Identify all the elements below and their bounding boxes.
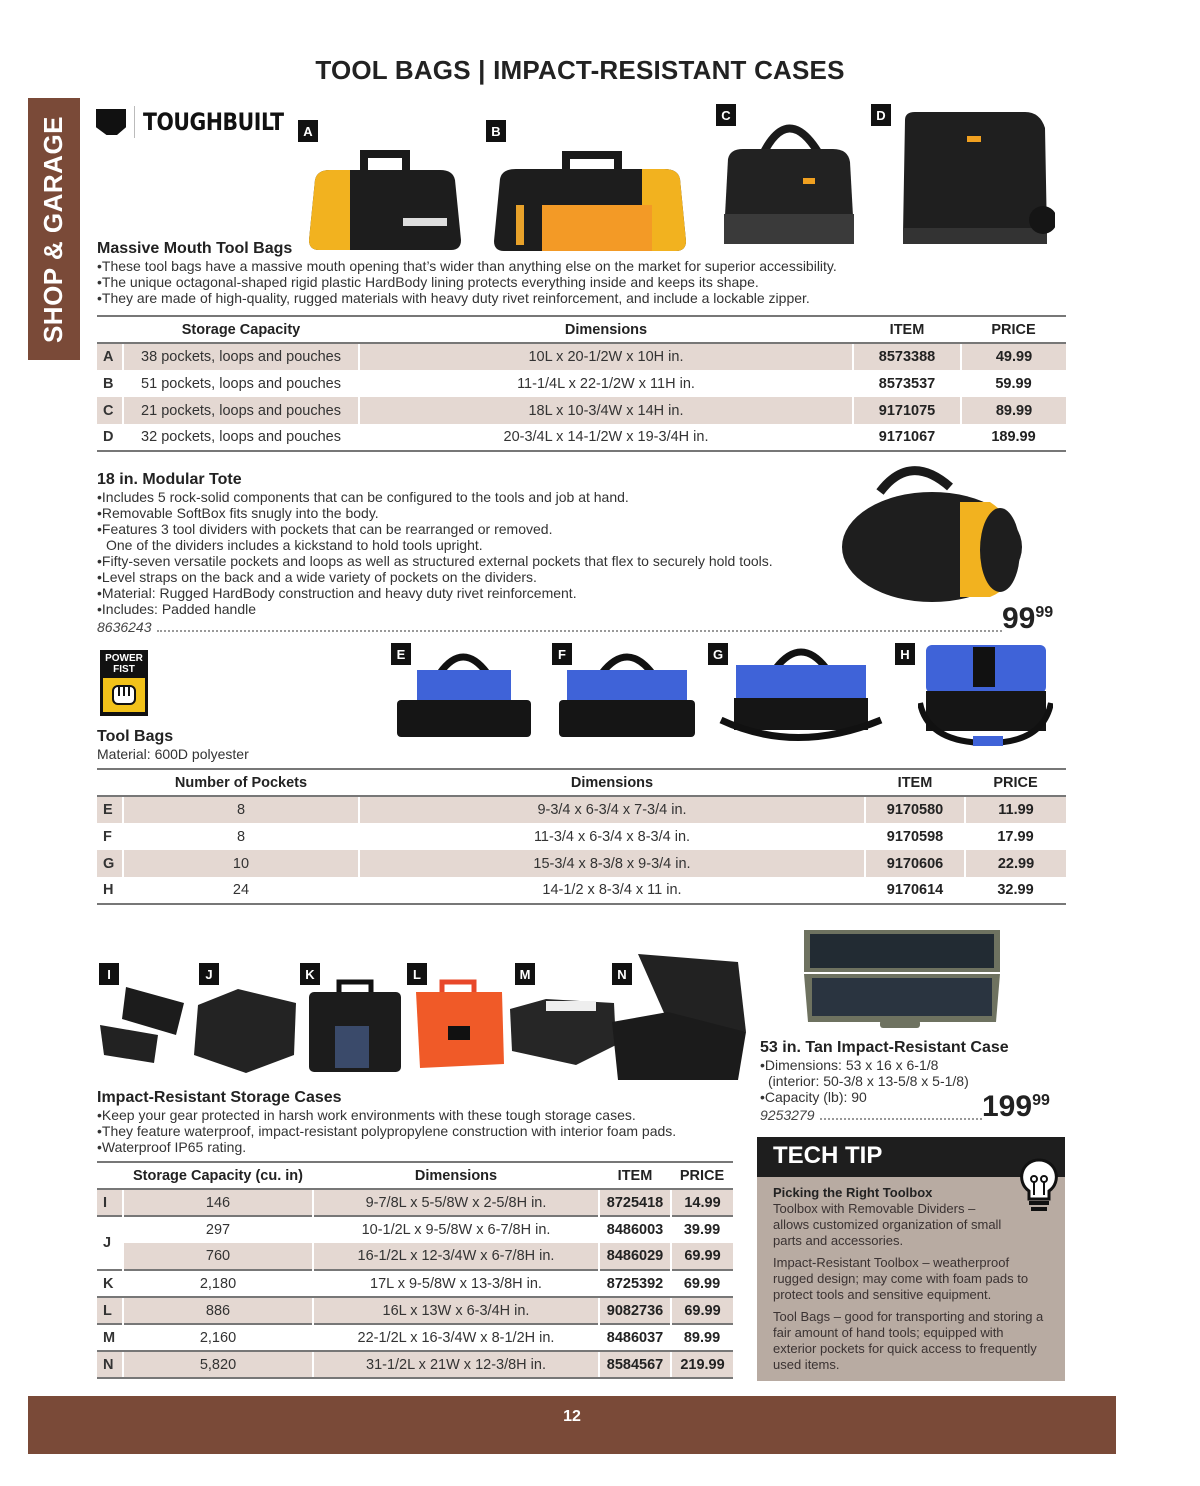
bullet: •Includes 5 rock-solid components that can be configured to the tools and job at hand. [97, 489, 629, 505]
product-image-g [716, 640, 886, 745]
bullet: •Keep your gear protected in harsh work environments with these tough storage cases. [97, 1107, 636, 1123]
item-cell: 8486003 [599, 1216, 671, 1243]
product-image-f [557, 645, 697, 737]
capacity-cell: 38 pockets, loops and pouches [123, 343, 359, 370]
item-cell: 9170614 [865, 877, 965, 904]
row-letter: D [97, 424, 123, 451]
table-row [97, 823, 1066, 850]
pockets-cell: 24 [123, 877, 359, 904]
footer-bar [28, 1396, 1116, 1454]
table-row [97, 424, 1066, 451]
product-image-l [412, 978, 507, 1070]
row-letter: M [97, 1324, 123, 1351]
item-cell: 9170580 [865, 796, 965, 823]
massive-mouth-bullets [97, 258, 837, 306]
massive-mouth-table [97, 315, 1066, 452]
col-header-price: PRICE [965, 769, 1066, 796]
capacity-cell: 32 pockets, loops and pouches [123, 424, 359, 451]
label-e: E [391, 643, 411, 665]
label-k: K [300, 963, 320, 985]
massive-mouth-title: Massive Mouth Tool Bags [97, 240, 293, 257]
row-letter: C [97, 397, 123, 424]
bullet: (interior: 50-3/8 x 13-5/8 x 5-1/8) [768, 1073, 969, 1089]
fist-icon [103, 678, 145, 712]
row-letter: J [97, 1216, 123, 1270]
dimensions-cell: 9-3/4 x 6-3/4 x 7-3/4 in. [359, 796, 865, 823]
tan-case-bullets [760, 1057, 969, 1105]
impact-cases-table [97, 1161, 733, 1379]
price-cents: 99 [1032, 1092, 1050, 1109]
table-row [97, 343, 1066, 370]
table-row [97, 850, 1066, 877]
item-cell: 8573537 [878, 375, 936, 392]
label-j: J [199, 963, 219, 985]
price-cents: 99 [1035, 604, 1054, 621]
row-letter: E [97, 796, 123, 823]
product-image-a [305, 140, 465, 252]
tan-case-sku: 9253279 [760, 1107, 815, 1123]
dotted-leader [820, 1118, 982, 1120]
label-g: G [708, 643, 728, 665]
price-cell: 49.99 [961, 343, 1066, 370]
product-image-tan-case [800, 922, 1005, 1030]
powerfist-logo [100, 650, 148, 716]
label-i: I [99, 963, 119, 985]
price-dollars: 199 [982, 1090, 1033, 1123]
dimensions-cell: 17L x 9-5/8W x 13-3/8H in. [313, 1270, 599, 1297]
toughbuilt-mark-icon [96, 109, 126, 135]
table-row [97, 1324, 733, 1351]
table-row [97, 1351, 733, 1378]
capacity-cell: 51 pockets, loops and pouches [141, 375, 341, 392]
row-letter: L [97, 1297, 123, 1324]
modular-tote-title: 18 in. Modular Tote [97, 471, 242, 488]
dimensions-cell: 16L x 13W x 6-3/4H in. [313, 1297, 599, 1324]
price-dollars: 99 [1002, 602, 1036, 635]
price-cell: 89.99 [961, 397, 1066, 424]
tool-bags-table [97, 768, 1066, 905]
tech-tip-paragraph: Toolbox with Removable Dividers – allows customized organization of small parts and accessories. [773, 1201, 1002, 1248]
row-letter: N [97, 1351, 123, 1378]
dimensions-cell: 16-1/2L x 12-3/4W x 6-7/8H in. [313, 1243, 599, 1270]
price-cell: 89.99 [671, 1324, 733, 1351]
modular-tote-price [1002, 602, 1053, 636]
label-m: M [515, 963, 535, 985]
col-header-item: ITEM [599, 1162, 671, 1189]
table-row [97, 1270, 733, 1297]
dimensions-cell: 18L x 10-3/4W x 14H in. [359, 397, 853, 424]
item-cell: 8725392 [599, 1270, 671, 1297]
tan-case-title: 53 in. Tan Impact-Resistant Case [760, 1039, 1009, 1056]
section-side-tab [28, 98, 80, 360]
bullet: •Features 3 tool dividers with pockets that can be rearranged or removed. [97, 521, 553, 537]
col-header-pockets: Number of Pockets [123, 769, 359, 796]
product-image-c [718, 104, 858, 246]
dimensions-cell: 31-1/2L x 21W x 12-3/8H in. [313, 1351, 599, 1378]
col-header-capacity: Storage Capacity [123, 316, 359, 343]
table-row [97, 1243, 733, 1270]
table-row [97, 1216, 733, 1243]
tech-tip-subheading: Picking the Right Toolbox [773, 1185, 933, 1200]
bullet: •Material: Rugged HardBody construction and heavy duty rivet reinforcement. [97, 585, 577, 601]
dimensions-cell: 22-1/2L x 16-3/4W x 8-1/2H in. [313, 1324, 599, 1351]
capacity-cell: 297 [123, 1216, 313, 1243]
dimensions-cell: 10-1/2L x 9-5/8W x 6-7/8H in. [313, 1216, 599, 1243]
price-cell: 22.99 [965, 850, 1066, 877]
bullet: •Removable SoftBox fits snugly into the body. [97, 505, 379, 521]
modular-tote-bullets [97, 489, 773, 617]
bullet: •These tool bags have a massive mouth opening that’s wider than anything else on the market for superior accessibility. [97, 258, 837, 274]
toughbuilt-wordmark: TOUGHBUILT [143, 108, 284, 136]
row-letter: H [97, 877, 123, 904]
tech-tip-box [757, 1137, 1065, 1381]
price-cell: 59.99 [995, 375, 1032, 392]
col-header-item: ITEM [853, 316, 961, 343]
capacity-cell: 760 [123, 1243, 313, 1270]
bullet: •Waterproof IP65 rating. [97, 1139, 247, 1155]
table-row [97, 877, 1066, 904]
row-letter: G [97, 850, 123, 877]
logo-divider [134, 106, 135, 138]
price-cell: 69.99 [671, 1270, 733, 1297]
tech-tip-paragraph: Tool Bags – good for transporting and storing a fair amount of hand tools; equipped with exterior pockets for quick access to frequently used items. [773, 1309, 1044, 1372]
price-cell: 39.99 [671, 1216, 733, 1243]
lightbulb-icon [1019, 1157, 1059, 1215]
dotted-leader [157, 630, 1002, 632]
tech-tip-heading: TECH TIP [757, 1137, 1065, 1177]
product-image-i [98, 985, 184, 1065]
product-image-n [608, 952, 750, 1082]
bullet: •Capacity (lb): 90 [760, 1089, 867, 1105]
tool-bags-title: Tool Bags [97, 728, 174, 745]
capacity-cell: 2,180 [123, 1270, 313, 1297]
pockets-cell: 8 [236, 828, 246, 845]
item-cell: 8573388 [853, 343, 961, 370]
col-header-capacity: Storage Capacity (cu. in) [123, 1162, 313, 1189]
product-image-modular-tote [840, 462, 1025, 612]
product-image-b [492, 145, 687, 253]
dimensions-cell: 15-3/4 x 8-3/8 x 9-3/4 in. [359, 850, 865, 877]
dimensions-cell: 20-3/4L x 14-1/2W x 19-3/4H in. [359, 424, 853, 451]
price-cell: 11.99 [965, 796, 1066, 823]
dimensions-cell: 10L x 20-1/2W x 10H in. [359, 343, 853, 370]
label-a: A [298, 120, 318, 142]
label-n: N [612, 963, 632, 985]
col-header-dimensions: Dimensions [359, 316, 853, 343]
bullet: •Includes: Padded handle [97, 601, 257, 617]
price-cell: 69.99 [671, 1297, 733, 1324]
label-c: C [716, 104, 736, 126]
price-cell: 189.99 [961, 424, 1066, 451]
price-cell: 219.99 [671, 1351, 733, 1378]
item-cell: 9171067 [853, 424, 961, 451]
capacity-cell: 2,160 [123, 1324, 313, 1351]
row-letter: A [97, 343, 123, 370]
powerfist-line2: FIST [113, 664, 135, 675]
price-cell: 17.99 [997, 828, 1034, 845]
label-d: D [871, 104, 891, 126]
col-header-dimensions: Dimensions [359, 769, 865, 796]
capacity-cell: 886 [123, 1297, 313, 1324]
table-row [97, 397, 1066, 424]
row-letter: I [97, 1189, 123, 1216]
price-cell: 14.99 [671, 1189, 733, 1216]
item-cell: 9170598 [886, 828, 944, 845]
pockets-cell: 8 [123, 796, 359, 823]
product-image-h [918, 643, 1053, 748]
label-h: H [895, 643, 915, 665]
bullet: •Dimensions: 53 x 16 x 6-1/8 [760, 1057, 939, 1073]
table-row [97, 1297, 733, 1324]
price-cell: 69.99 [671, 1243, 733, 1270]
dimensions-cell: 14-1/2 x 8-3/4 x 11 in. [359, 877, 865, 904]
table-row [97, 1189, 733, 1216]
table-row [97, 370, 1066, 397]
item-cell: 9170606 [865, 850, 965, 877]
tan-case-price [982, 1090, 1050, 1124]
page-number: 12 [563, 1408, 581, 1425]
row-letter: K [97, 1270, 123, 1297]
bullet: One of the dividers includes a kickstand to hold tools upright. [106, 537, 483, 553]
bullet: •Fifty-seven versatile pockets and loops as well as structured external pockets that flex to securely hold tools. [97, 553, 773, 569]
col-header-price: PRICE [671, 1162, 733, 1189]
product-image-d [895, 108, 1055, 246]
dimensions-cell: 11-3/4 x 6-3/4 x 8-3/4 in. [533, 828, 691, 845]
bullet: •Level straps on the back and a wide variety of pockets on the dividers. [97, 569, 537, 585]
bullet: •They are made of high-quality, rugged materials with heavy duty rivet reinforcement, and include a lockable zipper. [97, 290, 810, 306]
product-image-k [305, 978, 405, 1075]
impact-cases-bullets [97, 1107, 676, 1155]
dimensions-cell: 11-1/4L x 22-1/2W x 11H in. [517, 375, 695, 392]
col-header-price: PRICE [961, 316, 1066, 343]
powerfist-line1: POWER [105, 653, 143, 664]
item-cell: 8486029 [599, 1243, 671, 1270]
col-header-item: ITEM [865, 769, 965, 796]
page-title: TOOL BAGS | IMPACT-RESISTANT CASES [315, 55, 845, 85]
item-cell: 8584567 [599, 1351, 671, 1378]
product-image-e [395, 645, 533, 737]
tech-tip-paragraph: Impact-Resistant Toolbox – weatherproof rugged design; may come with foam pads to protect tools and sensitive equipment. [773, 1255, 1029, 1302]
modular-tote-sku: 8636243 [97, 619, 152, 635]
bullet: •They feature waterproof, impact-resistant polypropylene construction with interior foam pads. [97, 1123, 677, 1139]
product-image-j [188, 985, 300, 1075]
pockets-cell: 10 [123, 850, 359, 877]
bullet: •The unique octagonal-shaped rigid plastic HardBody lining protects everything inside and keeps its shape. [97, 274, 759, 290]
capacity-cell: 21 pockets, loops and pouches [123, 397, 359, 424]
item-cell: 9082736 [599, 1297, 671, 1324]
impact-cases-title: Impact-Resistant Storage Cases [97, 1089, 342, 1106]
label-l: L [407, 963, 427, 985]
table-row [97, 796, 1066, 823]
side-tab-label: SHOP & GARAGE [38, 115, 69, 343]
label-b: B [486, 120, 506, 142]
label-f: F [552, 643, 572, 665]
product-image-m [506, 995, 618, 1067]
price-cell: 32.99 [965, 877, 1066, 904]
capacity-cell: 146 [123, 1189, 313, 1216]
item-cell: 8486037 [599, 1324, 671, 1351]
item-cell: 8725418 [599, 1189, 671, 1216]
col-header-dimensions: Dimensions [313, 1162, 599, 1189]
dimensions-cell: 9-7/8L x 5-5/8W x 2-5/8H in. [313, 1189, 599, 1216]
capacity-cell: 5,820 [123, 1351, 313, 1378]
row-letter: F [103, 828, 112, 845]
row-letter: B [103, 375, 114, 392]
toughbuilt-logo [96, 106, 308, 138]
item-cell: 9171075 [853, 397, 961, 424]
tool-bags-subtitle: Material: 600D polyester [97, 746, 249, 762]
